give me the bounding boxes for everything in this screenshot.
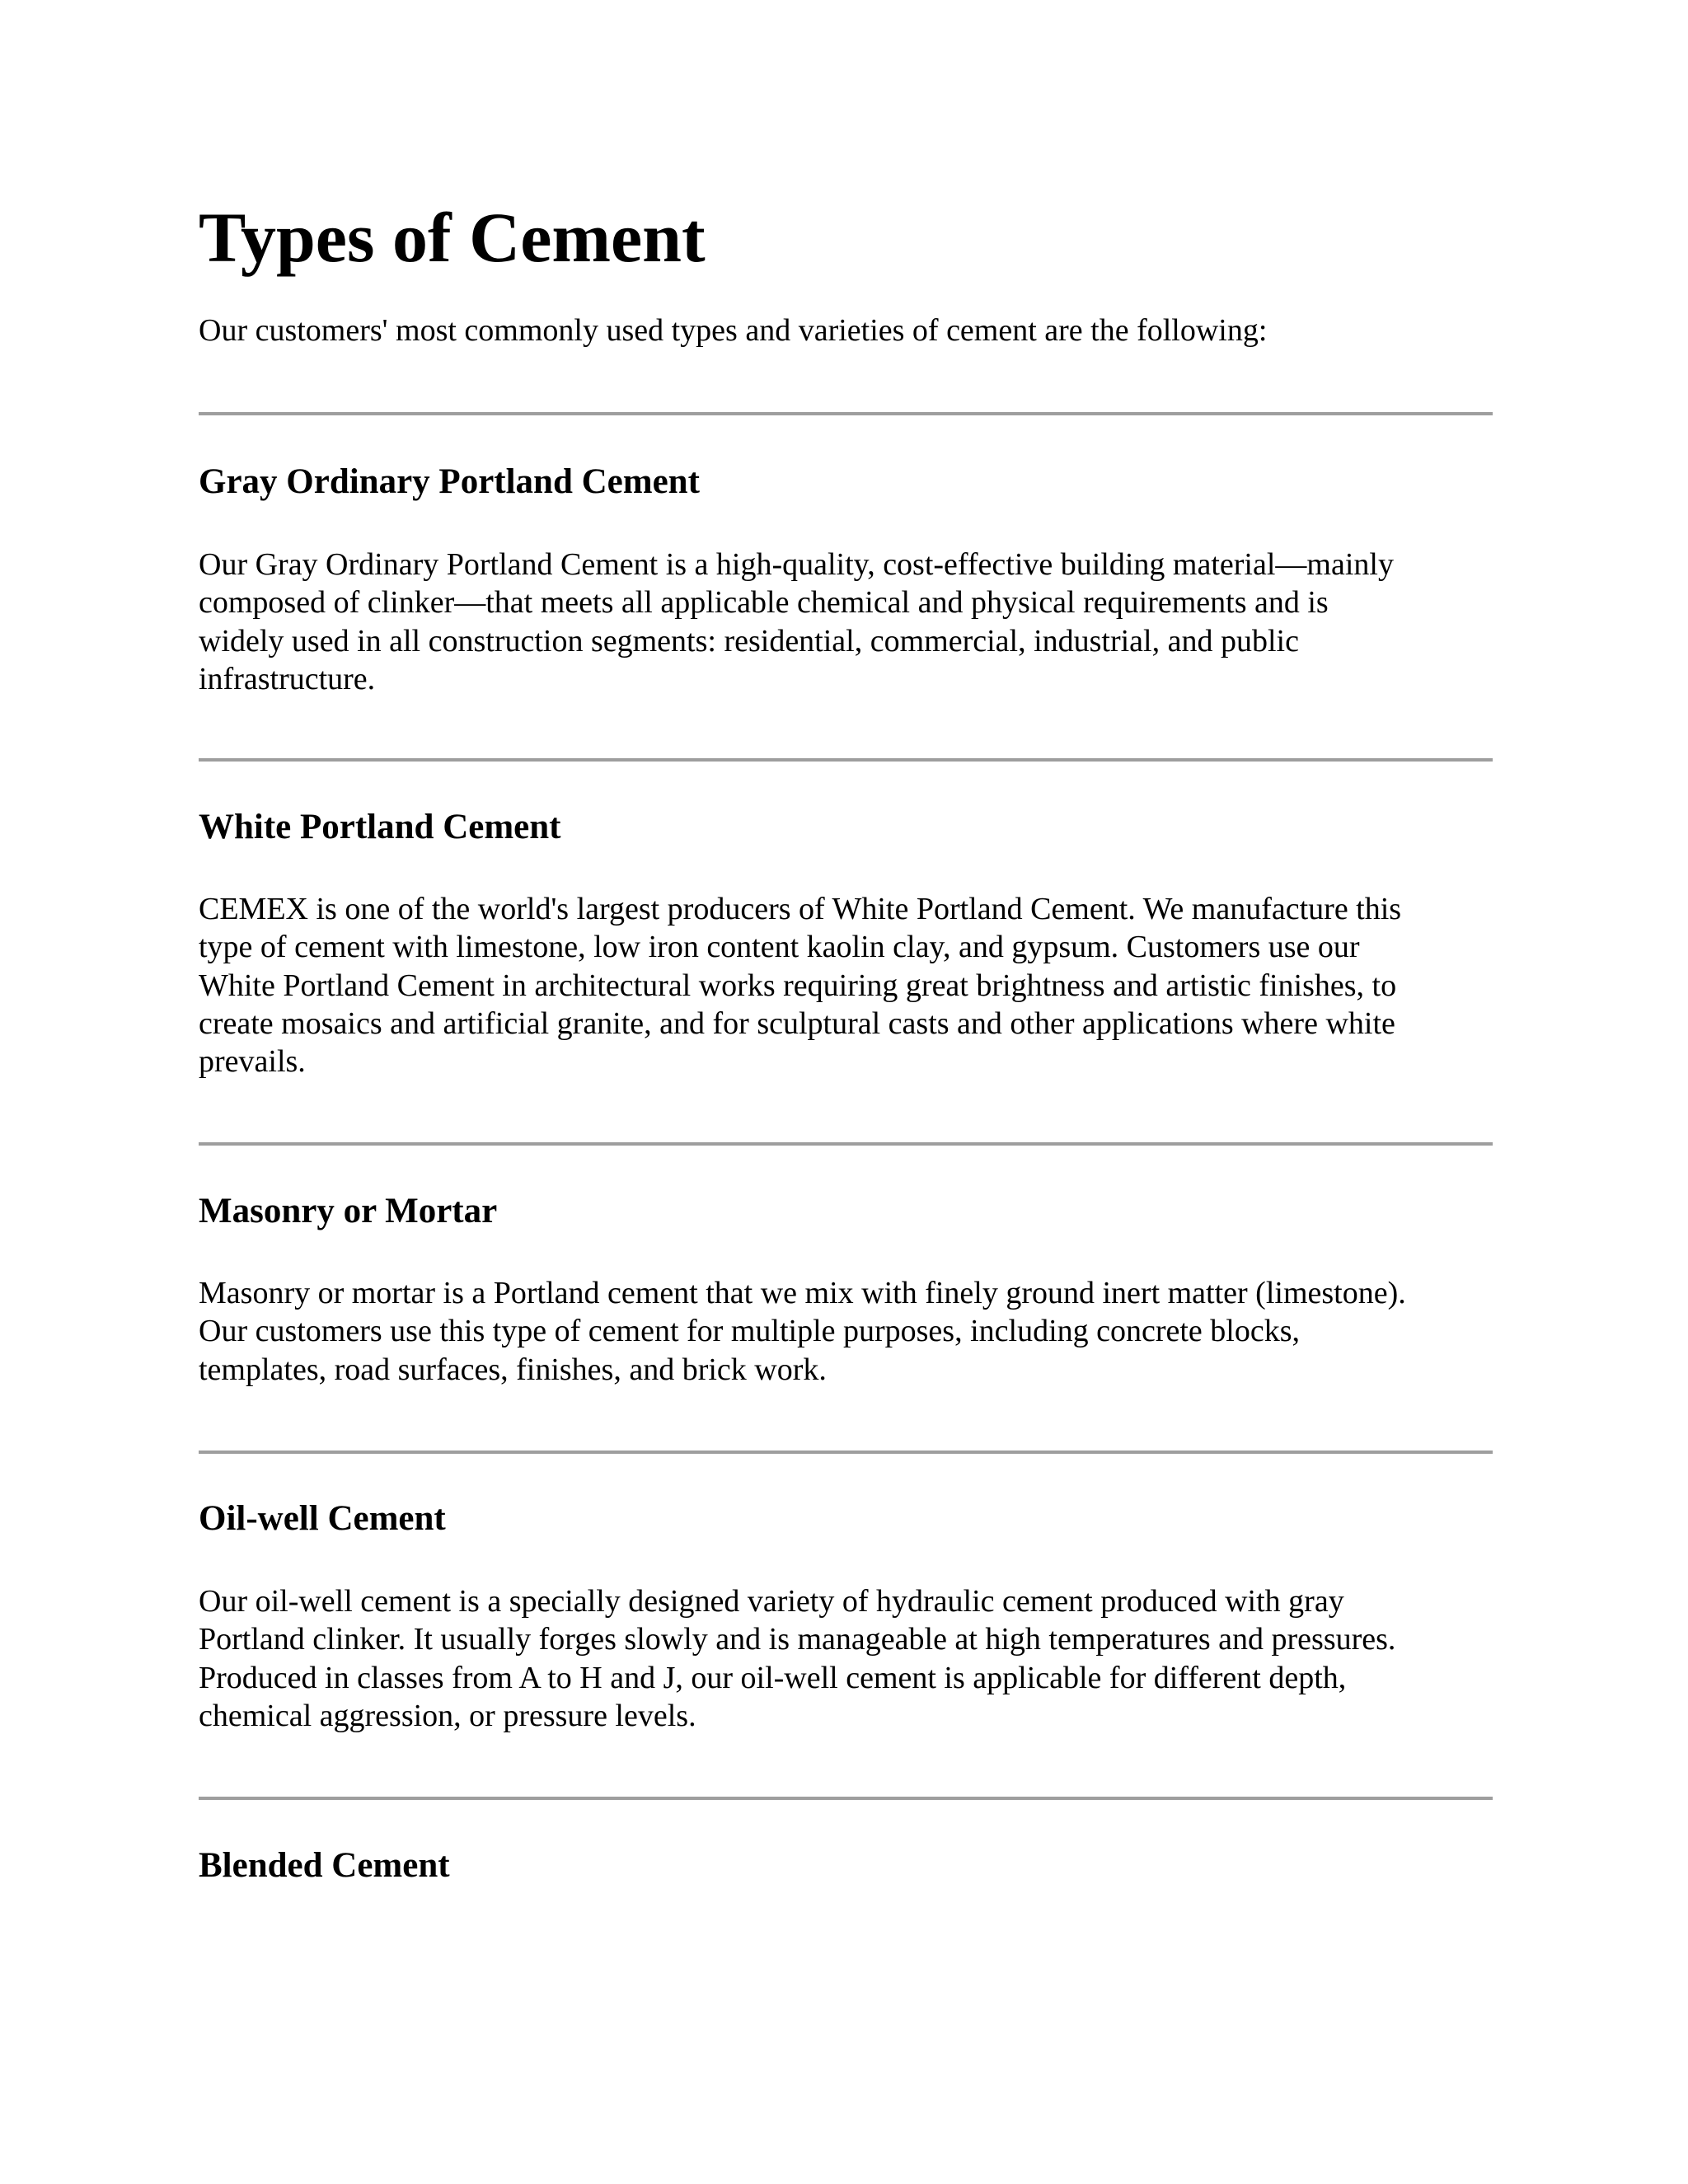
body-line: prevails.: [199, 1044, 306, 1080]
section-divider: [199, 1142, 1493, 1146]
section-body-gray-portland: [199, 546, 1501, 698]
body-line: Our Gray Ordinary Portland Cement is a high-quality, cost-effective building material—mainly: [199, 547, 1394, 582]
section-heading-oil-well: Oil-well Cement: [199, 1499, 446, 1538]
body-line: Produced in classes from A to H and J, our oil-well cement is applicable for different depth,: [199, 1660, 1347, 1695]
body-line: widely used in all construction segments: residential, commercial, industrial, and public: [199, 623, 1299, 658]
section-heading-blended: Blended Cement: [199, 1846, 450, 1885]
section-divider: [199, 412, 1493, 415]
body-line: Masonry or mortar is a Portland cement that we mix with finely ground inert matter (limestone).: [199, 1276, 1406, 1310]
section-divider: [199, 758, 1493, 762]
body-line: White Portland Cement in architectural works requiring great brightness and artistic finishes, to: [199, 968, 1397, 1003]
body-line: CEMEX is one of the world's largest producers of White Portland Cement. We manufacture this: [199, 892, 1402, 926]
intro-paragraph: Our customers' most commonly used types and varieties of cement are the following:: [199, 313, 1268, 348]
page-title: Types of Cement: [199, 198, 706, 277]
section-heading-gray-portland: Gray Ordinary Portland Cement: [199, 462, 700, 501]
section-heading-white-portland: White Portland Cement: [199, 808, 561, 846]
body-line: create mosaics and artificial granite, and for sculptural casts and other applications where white: [199, 1005, 1395, 1041]
body-line: composed of clinker—that meets all applicable chemical and physical requirements and is: [199, 585, 1329, 621]
body-line: Our oil-well cement is a specially designed variety of hydraulic cement produced with gray: [199, 1584, 1344, 1619]
body-line: Our customers use this type of cement for multiple purposes, including concrete blocks,: [199, 1314, 1301, 1349]
section-body-oil-well: [199, 1582, 1501, 1735]
body-line: templates, road surfaces, finishes, and brick work.: [199, 1352, 827, 1387]
section-body-masonry: [199, 1274, 1501, 1389]
section-divider: [199, 1451, 1493, 1454]
body-line: chemical aggression, or pressure levels.: [199, 1698, 696, 1733]
section-heading-masonry: Masonry or Mortar: [199, 1192, 498, 1230]
body-line: infrastructure.: [199, 661, 376, 696]
body-line: type of cement with limestone, low iron content kaolin clay, and gypsum. Customers use our: [199, 930, 1360, 965]
section-body-white-portland: [199, 890, 1501, 1080]
body-line: Portland clinker. It usually forges slowly and is manageable at high temperatures and pressures.: [199, 1622, 1396, 1657]
section-divider: [199, 1797, 1493, 1800]
